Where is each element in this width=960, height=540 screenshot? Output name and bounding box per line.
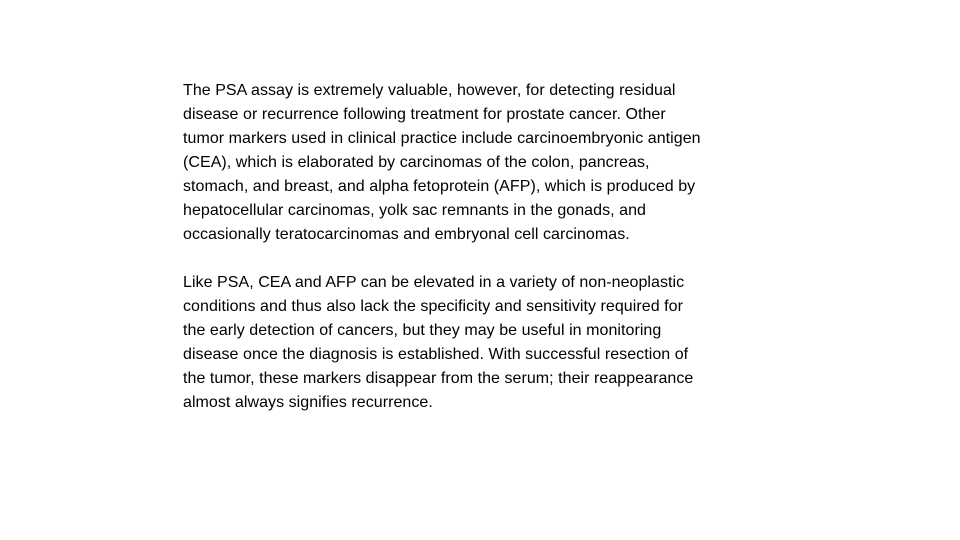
- slide-text-body: [183, 79, 793, 415]
- paragraph-cea-afp: Like PSA, CEA and AFP can be elevated in a variety of non-neoplastic conditions and thus also lack the specificity and sensitivity required for the early detection of cancers, but they may be useful in monitoring disease once the diagnosis is established. With successful resection of the tumor, these markers disappear from the serum; their reappearance almost always signifies recurrence.: [183, 274, 694, 411]
- paragraph-tumor-markers: The PSA assay is extremely valuable, however, for detecting residual disease or recurrence following treatment for prostate cancer. Other tumor markers used in clinical practice include carcinoembryonic antigen (CEA), which is elaborated by carcinomas of the colon, pancreas, stomach, and breast, and alpha fetoprotein (AFP), which is produced by hepatocellular carcinomas, yolk sac remnants in the gonads, and occasionally teratocarcinomas and embryonal cell carcinomas.: [183, 82, 701, 243]
